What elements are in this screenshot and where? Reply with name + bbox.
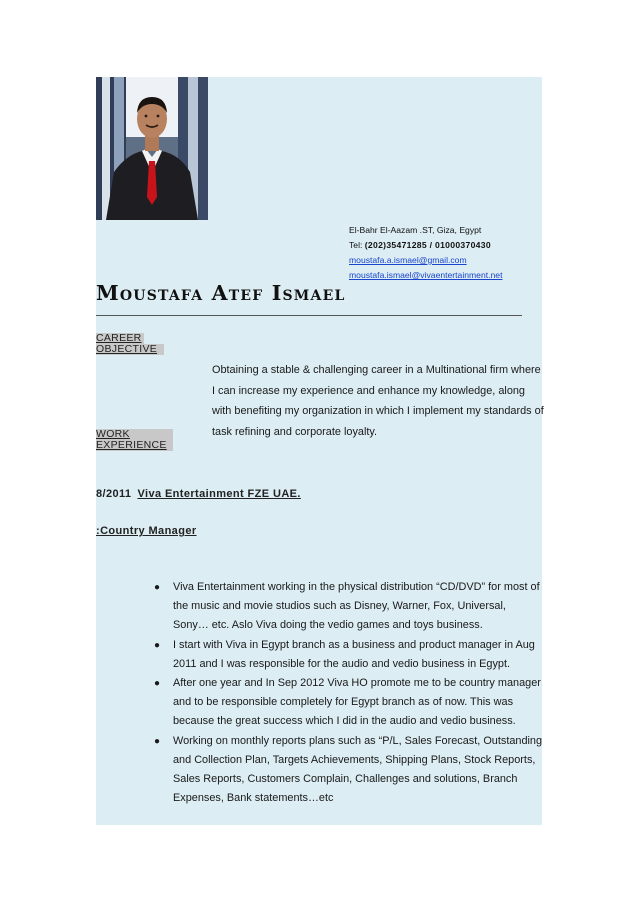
list-item	[150, 578, 544, 636]
job-company: Viva Entertainment FZE UAE.	[137, 488, 301, 500]
bullet-icon: ●	[154, 735, 161, 747]
address-text: El-Bahr El-Aazam .ST, Giza, Egypt	[349, 225, 482, 235]
section-label-line: OBJECTIVE	[96, 344, 164, 355]
section-label-line: CAREER	[96, 333, 144, 344]
section-label-line: EXPERIENCE	[96, 440, 173, 451]
job-role: :Country Manager	[96, 525, 197, 537]
career-objective-text: Obtaining a stable & challenging career in a Multinational firm where I can increase my experience and enhance my knowledge, along with benefiting my organization in which I implement my standards of task refining and corporate loyalty.	[212, 364, 544, 438]
list-item-text: After one year and In Sep 2012 Viva HO promote me to be country manager and to be responsible completely for Egypt branch as of now. This was because the great success which I did in the audio and vedio business.	[173, 677, 541, 728]
list-item	[150, 674, 544, 732]
email-link-personal[interactable]: moustafa.a.ismael@gmail.com	[349, 255, 467, 265]
name-divider	[96, 315, 522, 316]
phone-label: Tel:	[349, 240, 365, 250]
bullet-icon: ●	[154, 582, 161, 593]
bullet-icon: ●	[154, 678, 161, 690]
list-item-text: I start with Viva in Egypt branch as a business and product manager in Aug 2011 and I was responsible for the audio and vedio business in Egypt.	[173, 638, 535, 670]
list-item-text: Working on monthly reports plans such as “P/L, Sales Forecast, Outstanding and Collection Plan, Targets Achievements, Shipping Plans, Stock Reports, Sales Reports, Customers Complain, Challenges and solutions, Branch Expenses, Bank statements…etc	[173, 734, 543, 805]
profile-photo	[96, 77, 208, 220]
list-item-text: Viva Entertainment working in the physical distribution “CD/DVD” for most of the music and movie studios such as Disney, Warner, Fox, Universal, Sony… etc. Aslo Viva doing the vedio games and toys business.	[173, 581, 540, 632]
section-label-line: WORK	[96, 429, 173, 440]
candidate-name: Moustafa Atef Ismael	[96, 281, 346, 305]
job-header	[96, 488, 301, 500]
section-work-experience	[96, 429, 173, 451]
bullet-icon: ●	[154, 639, 161, 651]
job-date: 8/2011	[96, 488, 132, 500]
section-career-objective	[96, 333, 164, 355]
phone-line	[349, 240, 491, 250]
list-item	[150, 636, 544, 674]
phone-number: (202)35471285 / 01000370430	[364, 240, 491, 250]
list-item	[150, 732, 544, 809]
email-link-work[interactable]: moustafa.ismael@vivaentertainment.net	[349, 270, 503, 280]
responsibilities-list	[150, 578, 544, 808]
